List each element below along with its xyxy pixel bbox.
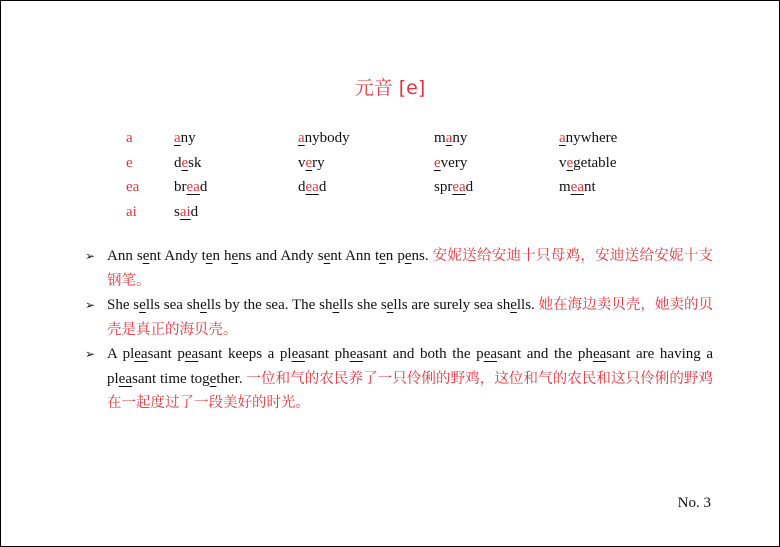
word-part: d (318, 179, 327, 195)
highlighted-letters: a (445, 130, 453, 146)
word-part: d (298, 179, 306, 195)
example-word (298, 175, 434, 200)
underlined-vowel: e (404, 248, 412, 264)
highlighted-letters: a (298, 130, 305, 146)
example-word (174, 175, 298, 200)
highlighted-letters: ea (452, 179, 466, 195)
english-text: ns and Andy s (238, 248, 324, 264)
highlighted-letters: e (434, 154, 441, 171)
word-part: nt (584, 179, 596, 195)
underlined-vowel: e (332, 297, 340, 313)
underlined-vowel: e (205, 248, 213, 264)
underlined-vowel: e (386, 297, 394, 313)
word-part: nywhere (565, 130, 618, 146)
underlined-vowel: ea (592, 346, 607, 362)
page-title: 元音 [e] (354, 77, 426, 99)
example-word (298, 200, 434, 225)
example-word (559, 126, 699, 151)
underlined-vowel: ea (291, 346, 305, 362)
english-text: sant and the ph (497, 346, 593, 362)
underlined-vowel: e (323, 248, 331, 264)
underlined-vowel: ea (118, 370, 132, 387)
example-word (174, 200, 298, 225)
english-text: lls are surely sea sh (393, 297, 511, 313)
example-word (298, 126, 434, 151)
english-text: lls by the sea. The sh (206, 297, 333, 313)
english-text: lls she s (339, 297, 387, 313)
vowel-spelling: a (126, 130, 133, 146)
chinese-translation: 安妮送给安迪十只母鸡，安迪送给安妮十支钢笔。 (107, 248, 714, 289)
english-text: sant time tog (132, 370, 210, 387)
underlined-vowel: e (200, 297, 207, 313)
vowel-word-table (126, 126, 699, 224)
word-part: d (199, 179, 208, 195)
english-text: nt Ann t (330, 248, 380, 264)
highlighted-letters: e (305, 154, 313, 171)
english-text: nt Andy t (149, 248, 206, 264)
english-text: sant and both the p (363, 346, 484, 362)
vowel-spelling: ea (126, 179, 140, 195)
english-text: n h (212, 248, 232, 264)
highlighted-letters: e (566, 154, 574, 171)
underlined-vowel: e (231, 248, 239, 264)
english-text: sant keeps a pl (198, 346, 292, 362)
word-part: v (298, 154, 306, 171)
chinese-translation: 她在海边卖贝壳，她卖的贝壳是真正的海贝壳。 (107, 297, 714, 338)
word-part: d (190, 203, 199, 220)
word-part: m (559, 179, 571, 195)
english-text: n p (385, 248, 405, 264)
underlined-vowel: ea (134, 346, 148, 362)
word-part: nybody (304, 130, 350, 146)
example-word (174, 151, 298, 176)
word-part: ny (180, 130, 196, 146)
word-part: spr (434, 179, 453, 195)
english-text: sant are having a pl (107, 346, 713, 387)
word-part: br (174, 179, 187, 195)
english-text: ther. (216, 370, 247, 387)
example-word (174, 126, 298, 151)
highlighted-letters: ea (570, 179, 584, 195)
word-part: ny (452, 130, 468, 146)
arrow-bullet-icon: ➢ (85, 249, 96, 263)
underlined-vowel: ea (483, 346, 498, 362)
underlined-vowel: e (209, 370, 217, 387)
word-part: ry (312, 154, 325, 171)
arrow-bullet-icon: ➢ (85, 298, 96, 312)
highlighted-letters: a (174, 130, 181, 146)
underlined-vowel: e (510, 297, 517, 313)
word-part: d (465, 179, 474, 195)
highlighted-letters: ai (179, 203, 191, 220)
word-part: m (434, 130, 446, 146)
english-text: She s (107, 297, 140, 313)
example-word (559, 200, 699, 225)
word-part: sk (188, 154, 202, 171)
page-number: No. 3 (677, 495, 711, 511)
highlighted-letters: e (181, 154, 189, 171)
arrow-bullet-icon: ➢ (85, 347, 96, 361)
english-text: sant ph (304, 346, 350, 362)
sentence-item (85, 342, 713, 416)
example-word (559, 151, 699, 176)
tongue-twister-list (85, 244, 713, 416)
word-part: getable (573, 154, 617, 171)
example-word (434, 175, 559, 200)
example-word (434, 126, 559, 151)
vowel-spelling: e (126, 154, 133, 171)
word-part: d (174, 154, 182, 171)
example-word (434, 151, 559, 176)
highlighted-letters: ea (305, 179, 319, 195)
underlined-vowel: ea (184, 346, 199, 362)
english-text: sant p (147, 346, 185, 362)
highlighted-letters: a (559, 130, 566, 146)
example-word (298, 151, 434, 176)
english-text: lls. (516, 297, 539, 313)
english-text: lls sea sh (145, 297, 201, 313)
chinese-translation: 一位和气的农民养了一只伶俐的野鸡，这位和气的农民和这只伶俐的野鸡在一起度过了一段美好的时光。 (107, 370, 713, 411)
example-word (559, 175, 699, 200)
underlined-vowel: e (139, 297, 146, 313)
sentence-item (85, 244, 713, 293)
underlined-vowel: ea (349, 346, 364, 362)
underlined-vowel: e (142, 248, 150, 264)
word-part: v (559, 154, 567, 171)
vowel-spelling: ai (126, 203, 137, 220)
word-part: s (174, 203, 180, 220)
english-text: ns. (411, 248, 433, 264)
example-word (434, 200, 559, 225)
highlighted-letters: ea (186, 179, 200, 195)
english-text: Ann s (107, 248, 143, 264)
word-part: very (440, 154, 468, 171)
sentence-item (85, 293, 713, 342)
english-text: A pl (107, 346, 135, 362)
underlined-vowel: e (379, 248, 386, 264)
